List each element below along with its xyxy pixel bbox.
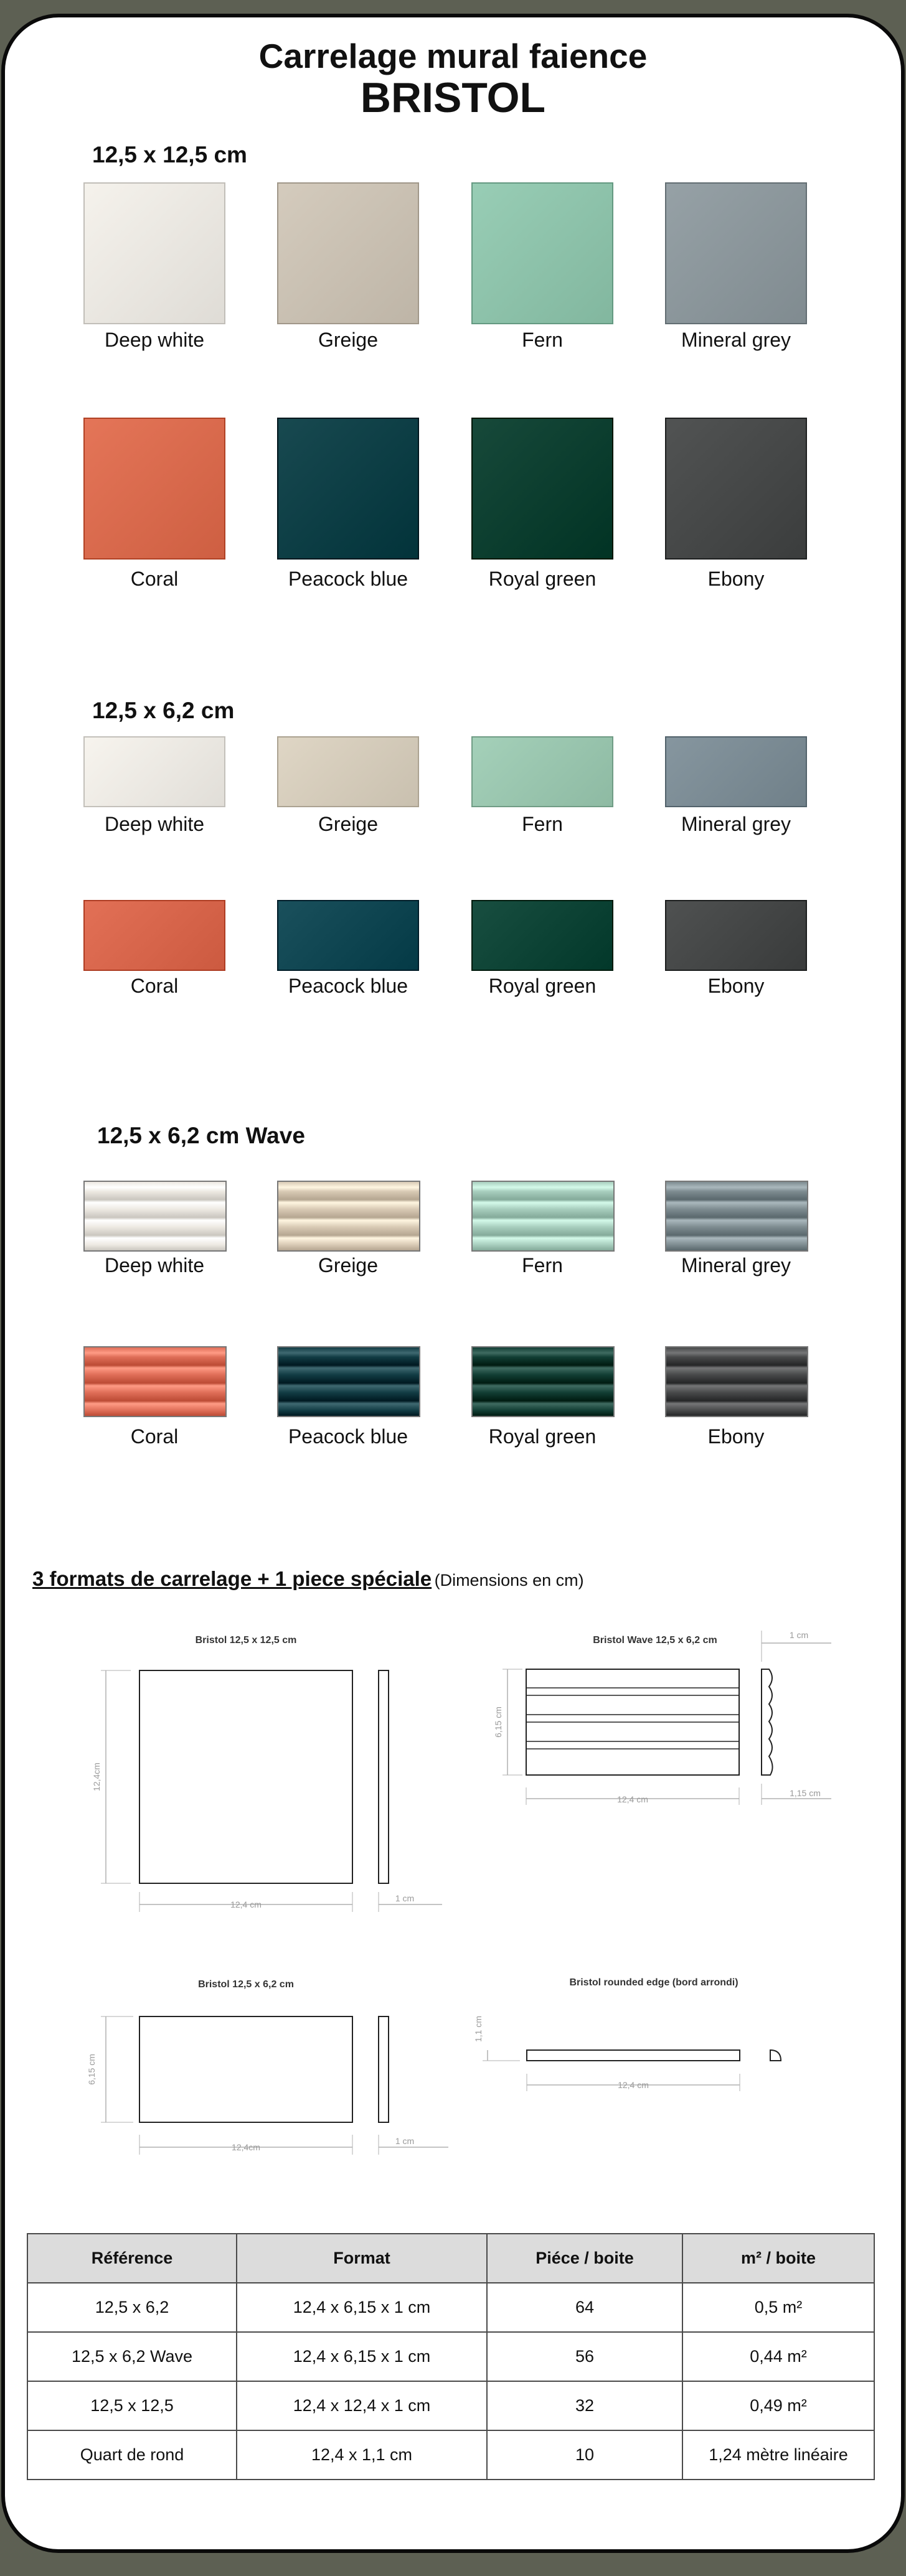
tile-swatch-wave bbox=[665, 1181, 808, 1252]
cell-area: 0,44 m² bbox=[682, 2332, 874, 2381]
tile-face bbox=[139, 1670, 352, 1883]
cell-reference: 12,5 x 6,2 bbox=[27, 2283, 237, 2332]
tile-swatch-rect bbox=[471, 900, 613, 971]
table-row bbox=[27, 2381, 874, 2430]
swatch-label: Fern bbox=[522, 813, 563, 835]
cell-pieces: 32 bbox=[487, 2381, 682, 2430]
header-reference: Référence bbox=[27, 2234, 237, 2283]
tile-swatch-rect bbox=[471, 736, 613, 807]
cell-reference: Quart de rond bbox=[27, 2430, 237, 2480]
swatch-label: Royal green bbox=[488, 975, 597, 997]
tile-side bbox=[379, 1670, 389, 1883]
swatch-label: Mineral grey bbox=[681, 813, 791, 835]
swatch-label: Greige bbox=[318, 329, 379, 351]
diagram-square-tile bbox=[93, 1656, 455, 1929]
header-pieces: Piéce / boite bbox=[487, 2234, 682, 2283]
diagram-rect-tile bbox=[81, 1998, 455, 2166]
diagram-rounded-edge bbox=[470, 1998, 819, 2110]
dim-width: 12,4 cm bbox=[617, 1794, 648, 1804]
cell-format: 12,4 x 1,1 cm bbox=[237, 2430, 487, 2480]
cell-format: 12,4 x 6,15 x 1 cm bbox=[237, 2332, 487, 2381]
tile-swatch-rect bbox=[665, 736, 807, 807]
swatch-label: Peacock blue bbox=[288, 1425, 408, 1448]
swatch-label: Ebony bbox=[707, 568, 765, 590]
cell-area: 0,49 m² bbox=[682, 2381, 874, 2430]
dim-width: 12,4 cm bbox=[618, 2080, 649, 2090]
dim-height: 1,1 cm bbox=[473, 2015, 483, 2043]
swatch-label: Coral bbox=[130, 568, 179, 590]
tile-swatch-rect bbox=[665, 900, 807, 971]
tile-swatch-rect bbox=[83, 900, 225, 971]
tile-swatch-square bbox=[665, 418, 807, 560]
tile-side bbox=[379, 2016, 389, 2122]
diagram-wave-tile bbox=[470, 1618, 838, 1824]
diagram-title-wave: Bristol Wave 12,5 x 6,2 cm bbox=[593, 1635, 717, 1646]
tile-face bbox=[139, 2016, 352, 2122]
swatch-label: Peacock blue bbox=[288, 975, 408, 997]
swatch-label: Fern bbox=[522, 329, 563, 351]
formats-heading bbox=[32, 1567, 584, 1591]
table-row bbox=[27, 2283, 874, 2332]
dim-top: 1 cm bbox=[789, 1630, 809, 1640]
cell-pieces: 64 bbox=[487, 2283, 682, 2332]
tile-swatch-rect bbox=[277, 900, 419, 971]
cell-reference: 12,5 x 6,2 Wave bbox=[27, 2332, 237, 2381]
header-area: m² / boite bbox=[682, 2234, 874, 2283]
header-format: Format bbox=[237, 2234, 487, 2283]
swatch-label: Deep white bbox=[104, 1254, 205, 1276]
section-heading-square: 12,5 x 12,5 cm bbox=[92, 142, 247, 167]
diagram-title-rounded: Bristol rounded edge (bord arrondi) bbox=[569, 1977, 738, 1988]
edge-face bbox=[527, 2050, 740, 2061]
dim-thickness: 1 cm bbox=[395, 2136, 415, 2146]
tile-swatch-square bbox=[83, 182, 225, 324]
tile-swatch-wave bbox=[665, 1346, 808, 1417]
formats-subtitle: (Dimensions en cm) bbox=[434, 1571, 584, 1590]
cell-format: 12,4 x 12,4 x 1 cm bbox=[237, 2381, 487, 2430]
dim-height: 12,4cm bbox=[92, 1763, 101, 1791]
tile-swatch-square bbox=[277, 182, 419, 324]
cell-format: 12,4 x 6,15 x 1 cm bbox=[237, 2283, 487, 2332]
section-heading-rect: 12,5 x 6,2 cm bbox=[92, 698, 235, 723]
tile-swatch-wave bbox=[83, 1181, 227, 1252]
swatch-label: Coral bbox=[130, 975, 179, 997]
tile-swatch-wave bbox=[471, 1346, 615, 1417]
swatch-label: Ebony bbox=[707, 975, 765, 997]
tile-swatch-square bbox=[471, 182, 613, 324]
page-title: Carrelage mural faience bbox=[258, 37, 648, 75]
formats-title: 3 formats de carrelage + 1 piece spéciale bbox=[32, 1567, 432, 1590]
cell-area: 0,5 m² bbox=[682, 2283, 874, 2332]
table-header-row bbox=[27, 2234, 874, 2283]
swatch-label: Mineral grey bbox=[681, 329, 791, 351]
tile-swatch-wave bbox=[277, 1346, 420, 1417]
tile-swatch-wave bbox=[83, 1346, 227, 1417]
tile-swatch-square bbox=[277, 418, 419, 560]
tile-swatch-square bbox=[665, 182, 807, 324]
specs-table bbox=[27, 2233, 875, 2480]
swatch-label: Peacock blue bbox=[288, 568, 408, 590]
dim-height: 6,15 cm bbox=[493, 1707, 503, 1738]
wave-profile bbox=[762, 1669, 773, 1775]
dim-thickness: 1 cm bbox=[395, 1893, 415, 1903]
dim-width: 12,4cm bbox=[232, 2142, 260, 2152]
tile-swatch-wave bbox=[471, 1181, 615, 1252]
diagram-title-rect: Bristol 12,5 x 6,2 cm bbox=[198, 1979, 294, 1990]
table-row bbox=[27, 2430, 874, 2480]
dim-height: 6,15 cm bbox=[87, 2054, 97, 2085]
edge-profile bbox=[770, 2050, 781, 2061]
swatch-label: Coral bbox=[130, 1425, 179, 1448]
swatch-label: Deep white bbox=[104, 813, 205, 835]
tile-swatch-square bbox=[83, 418, 225, 560]
section-heading-wave: 12,5 x 6,2 cm Wave bbox=[97, 1123, 305, 1148]
cell-reference: 12,5 x 12,5 bbox=[27, 2381, 237, 2430]
swatch-label: Deep white bbox=[104, 329, 205, 351]
swatch-label: Royal green bbox=[488, 1425, 597, 1448]
cell-pieces: 10 bbox=[487, 2430, 682, 2480]
dim-width: 12,4 cm bbox=[230, 1899, 262, 1909]
dim-bottom: 1,15 cm bbox=[790, 1788, 821, 1798]
tile-swatch-rect bbox=[277, 736, 419, 807]
cell-pieces: 56 bbox=[487, 2332, 682, 2381]
tile-swatch-rect bbox=[83, 736, 225, 807]
tile-swatch-square bbox=[471, 418, 613, 560]
swatch-label: Ebony bbox=[707, 1425, 765, 1448]
swatch-label: Royal green bbox=[488, 568, 597, 590]
page-subtitle: BRISTOL bbox=[360, 74, 546, 121]
tile-swatch-wave bbox=[277, 1181, 420, 1252]
page-card bbox=[1, 14, 905, 2553]
diagram-title-square: Bristol 12,5 x 12,5 cm bbox=[195, 1635, 297, 1646]
swatch-label: Fern bbox=[522, 1254, 563, 1276]
swatch-label: Mineral grey bbox=[681, 1254, 791, 1276]
table-row bbox=[27, 2332, 874, 2381]
swatch-label: Greige bbox=[318, 1254, 379, 1276]
swatch-label: Greige bbox=[318, 813, 379, 835]
cell-area: 1,24 mètre linéaire bbox=[682, 2430, 874, 2480]
